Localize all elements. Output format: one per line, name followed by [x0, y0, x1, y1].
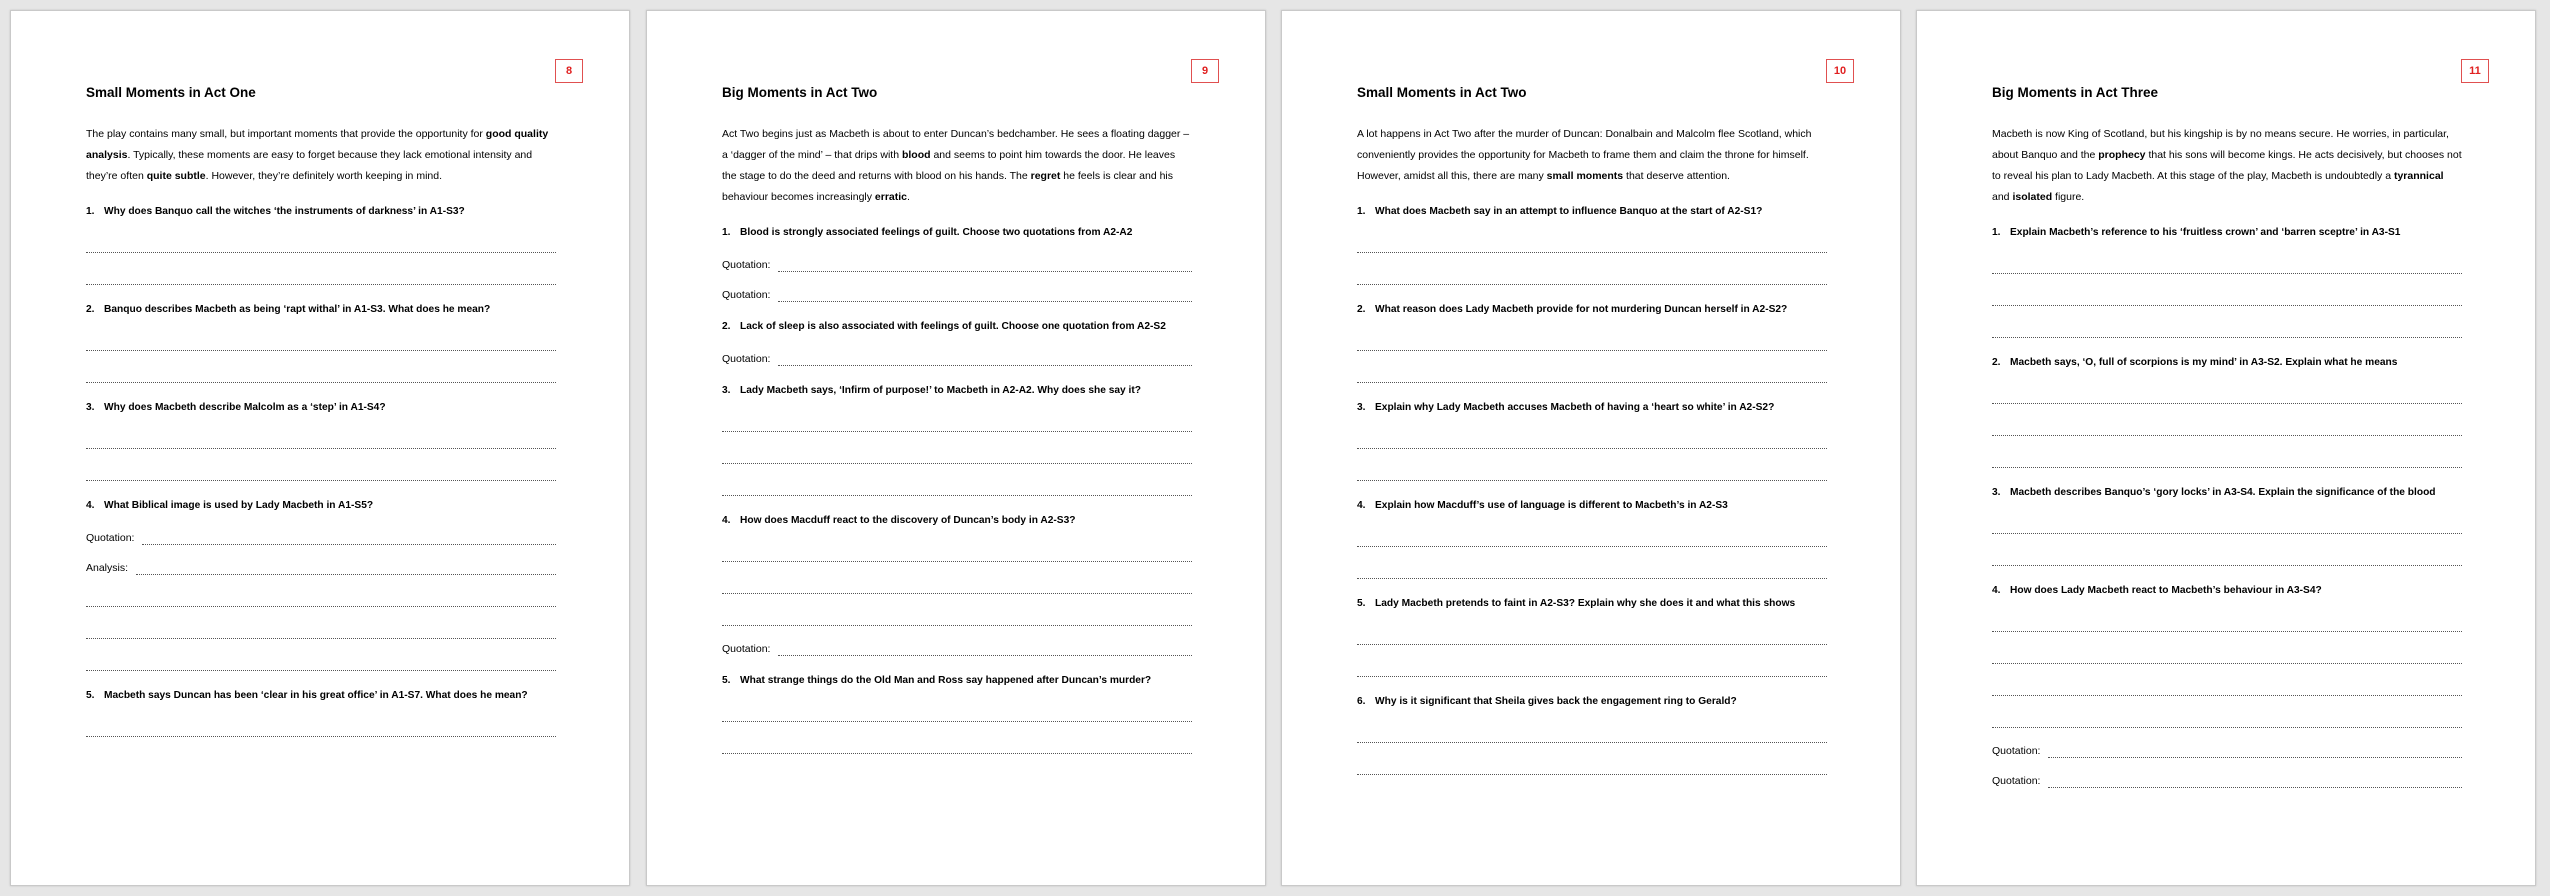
intro-emphasis: quite subtle: [146, 170, 206, 182]
intro-emphasis: good quality analysis: [86, 128, 549, 161]
intro-emphasis: prophecy: [2098, 149, 2146, 161]
question-text: Macbeth describes Banquo’s ‘gory locks’ in A3-S4. Explain the significance of the blood: [2010, 486, 2436, 498]
intro-emphasis: blood: [901, 149, 931, 161]
answer-line[interactable]: [86, 319, 556, 351]
intro-text: Macbeth is now King of Scotland, but his kingship is by no means secure. He worries, in particular, about Banquo and the: [1992, 128, 2449, 161]
answer-line[interactable]: [86, 705, 556, 737]
answer-line[interactable]: [778, 641, 1192, 656]
question: [722, 510, 1192, 530]
labeled-answer: [86, 545, 556, 575]
worksheet-page: [10, 10, 630, 886]
page-title: Small Moments in Act Two: [1357, 85, 1527, 100]
answer-line[interactable]: [1357, 417, 1827, 449]
page-number: 8: [555, 59, 583, 83]
question-text: Blood is strongly associated feelings of guilt. Choose two quotations from A2-A2: [740, 226, 1133, 238]
answer-line[interactable]: [136, 560, 556, 575]
answer-line[interactable]: [1357, 253, 1827, 285]
answer-line[interactable]: [142, 530, 556, 545]
question-text: What does Macbeth say in an attempt to influence Banquo at the start of A2-S1?: [1375, 205, 1763, 217]
question-number: 4.: [722, 514, 731, 526]
intro-emphasis: erratic: [874, 191, 908, 203]
intro-emphasis: tyrannical: [2393, 170, 2444, 182]
intro-emphasis: regret: [1030, 170, 1061, 182]
answer-line[interactable]: [1357, 711, 1827, 743]
question-number: 2.: [722, 320, 731, 332]
question-number: 5.: [86, 689, 95, 701]
answer-line[interactable]: [722, 530, 1192, 562]
question-number: 2.: [1357, 303, 1366, 315]
answer-line[interactable]: [86, 351, 556, 383]
question: [1357, 201, 1827, 221]
question-number: 5.: [722, 674, 731, 686]
question: [1357, 593, 1827, 613]
page-title: Big Moments in Act Two: [722, 85, 878, 100]
answer-line[interactable]: [722, 432, 1192, 464]
answer-line[interactable]: [86, 253, 556, 285]
question-text: Why does Banquo call the witches ‘the instruments of darkness’ in A1-S3?: [104, 205, 465, 217]
question-text: Why does Macbeth describe Malcolm as a ‘step’ in A1-S4?: [104, 401, 386, 413]
intro-text: that deserve attention.: [1623, 170, 1730, 182]
answer-line[interactable]: [778, 287, 1192, 302]
question-text: Explain how Macduff’s use of language is different to Macbeth’s in A2-S3: [1375, 499, 1728, 511]
intro-text: he feels is clear and his behaviour becomes increasingly: [722, 170, 1174, 203]
answer-label: Quotation:: [1992, 775, 2041, 787]
answer-line[interactable]: [1992, 502, 2462, 534]
question-text: Explain why Lady Macbeth accuses Macbeth of having a ‘heart so white’ in A2-S2?: [1375, 401, 1775, 413]
question: [1357, 495, 1827, 515]
question: [86, 495, 556, 515]
intro-text: Act Two begins just as Macbeth is about to enter Duncan’s bedchamber. He sees a floating dagger – a ‘dagger of the mind’ – that drips with: [722, 128, 1190, 161]
question-text: What strange things do the Old Man and Ross say happened after Duncan’s murder?: [740, 674, 1152, 686]
answer-line[interactable]: [1357, 221, 1827, 253]
answer-label: Analysis:: [86, 562, 129, 574]
question-number: 6.: [1357, 695, 1366, 707]
page-number: 10: [1826, 59, 1854, 83]
page-title: Small Moments in Act One: [86, 85, 256, 100]
labeled-answer: [722, 336, 1192, 366]
answer-line[interactable]: [86, 575, 556, 607]
labeled-answer: [86, 515, 556, 545]
question-number: 2.: [1992, 356, 2001, 368]
page-content: [1992, 85, 2462, 788]
question-number: 1.: [722, 226, 731, 238]
labeled-answer: [722, 242, 1192, 272]
question-text: How does Lady Macbeth react to Macbeth’s behaviour in A3-S4?: [2010, 584, 2322, 596]
question-number: 2.: [86, 303, 95, 315]
question: [1992, 222, 2462, 242]
answer-line[interactable]: [1357, 645, 1827, 677]
answer-line[interactable]: [86, 607, 556, 639]
worksheet-page: [1281, 10, 1901, 886]
answer-line[interactable]: [722, 464, 1192, 496]
question-text: Banquo describes Macbeth as being ‘rapt withal’ in A1-S3. What does he mean?: [104, 303, 491, 315]
answer-line[interactable]: [722, 400, 1192, 432]
answer-label: Quotation:: [722, 259, 771, 271]
question-number: 3.: [86, 401, 95, 413]
intro-paragraph: [1992, 124, 2462, 208]
question: [1357, 299, 1827, 319]
page-content: [86, 85, 556, 737]
question-text: Why is it significant that Sheila gives back the engagement ring to Gerald?: [1375, 695, 1737, 707]
intro-paragraph: [722, 124, 1192, 208]
answer-line[interactable]: [1357, 449, 1827, 481]
intro-text: that his sons will become kings. He acts decisively, but chooses not to reveal his plan to Lady Macbeth. At this stage of the play, Macbeth is undoubtedly a: [1992, 149, 2462, 182]
answer-line[interactable]: [1992, 632, 2462, 664]
answer-line[interactable]: [1992, 664, 2462, 696]
intro-text: . However, they’re definitely worth keeping in mind.: [205, 170, 442, 182]
page-number: 11: [2461, 59, 2489, 83]
answer-line[interactable]: [1357, 547, 1827, 579]
answer-line[interactable]: [1992, 600, 2462, 632]
question: [722, 670, 1192, 690]
answer-label: Quotation:: [722, 289, 771, 301]
labeled-answer: [1992, 758, 2462, 788]
labeled-answer: [722, 626, 1192, 656]
answer-line[interactable]: [1992, 274, 2462, 306]
answer-line[interactable]: [1992, 372, 2462, 404]
answer-line[interactable]: [86, 639, 556, 671]
worksheet-page: [646, 10, 1266, 886]
question-text: How does Macduff react to the discovery of Duncan’s body in A2-S3?: [740, 514, 1076, 526]
page-content: [1357, 85, 1827, 775]
intro-text: .: [907, 191, 910, 203]
intro-text: . Typically, these moments are easy to forget because they lack emotional intensity and they’re often: [86, 149, 533, 182]
intro-text: The play contains many small, but important moments that provide the opportunity for: [86, 128, 486, 140]
question: [86, 397, 556, 417]
question-text: What Biblical image is used by Lady Macbeth in A1-S5?: [104, 499, 374, 511]
answer-label: Quotation:: [722, 643, 771, 655]
question-number: 3.: [1357, 401, 1366, 413]
question-number: 4.: [1357, 499, 1366, 511]
answer-line[interactable]: [1357, 743, 1827, 775]
answer-line[interactable]: [86, 221, 556, 253]
answer-line[interactable]: [778, 351, 1192, 366]
page-content: [722, 85, 1192, 754]
answer-line[interactable]: [1992, 696, 2462, 728]
answer-line[interactable]: [1357, 319, 1827, 351]
answer-line[interactable]: [1357, 515, 1827, 547]
answer-label: Quotation:: [86, 532, 135, 544]
intro-emphasis: isolated: [2012, 191, 2053, 203]
answer-line[interactable]: [722, 722, 1192, 754]
answer-line[interactable]: [2048, 773, 2462, 788]
question-text: Lady Macbeth says, ‘Infirm of purpose!’ to Macbeth in A2-A2. Why does she say it?: [740, 384, 1141, 396]
question: [86, 299, 556, 319]
question-number: 3.: [1992, 486, 2001, 498]
question-number: 1.: [86, 205, 95, 217]
question: [1992, 352, 2462, 372]
intro-text: and seems to point him towards the door. He leaves the stage to do the deed and returns with blood on his hands. The: [722, 149, 1176, 182]
intro-text: and: [1992, 191, 2013, 203]
question-text: Macbeth says, ‘O, full of scorpions is my mind’ in A3-S2. Explain what he means: [2010, 356, 2398, 368]
question-text: Macbeth says Duncan has been ‘clear in his great office’ in A1-S7. What does he mean?: [104, 689, 528, 701]
intro-text: A lot happens in Act Two after the murder of Duncan: Donalbain and Malcolm flee Scotland, which conveniently provides the opportunity for Macbeth to frame them and claim the throne for himself. However, amidst all this, there are many: [1357, 128, 1812, 182]
question-number: 1.: [1992, 226, 2001, 238]
answer-label: Quotation:: [722, 353, 771, 365]
page-number: 9: [1191, 59, 1219, 83]
question: [1992, 482, 2462, 502]
question-text: Lack of sleep is also associated with feelings of guilt. Choose one quotation from A2-S2: [740, 320, 1166, 332]
question: [1357, 397, 1827, 417]
question-text: Explain Macbeth’s reference to his ‘fruitless crown’ and ‘barren sceptre’ in A3-S1: [2010, 226, 2401, 238]
answer-line[interactable]: [1357, 351, 1827, 383]
question: [722, 222, 1192, 242]
answer-line[interactable]: [778, 257, 1192, 272]
answer-line[interactable]: [1992, 404, 2462, 436]
answer-line[interactable]: [2048, 743, 2462, 758]
answer-line[interactable]: [1992, 534, 2462, 566]
question-text: Lady Macbeth pretends to faint in A2-S3? Explain why she does it and what this shows: [1375, 597, 1796, 609]
question: [1992, 580, 2462, 600]
question: [86, 201, 556, 221]
intro-paragraph: [86, 124, 556, 187]
question-number: 3.: [722, 384, 731, 396]
answer-line[interactable]: [86, 417, 556, 449]
answer-line[interactable]: [86, 449, 556, 481]
question-number: 1.: [1357, 205, 1366, 217]
answer-line[interactable]: [722, 594, 1192, 626]
intro-emphasis: small moments: [1546, 170, 1624, 182]
worksheet-page: [1916, 10, 2536, 886]
labeled-answer: [1992, 728, 2462, 758]
question: [722, 316, 1192, 336]
answer-line[interactable]: [1992, 242, 2462, 274]
answer-line[interactable]: [722, 562, 1192, 594]
question: [722, 380, 1192, 400]
intro-paragraph: [1357, 124, 1827, 187]
question-text: What reason does Lady Macbeth provide for not murdering Duncan herself in A2-S2?: [1375, 303, 1788, 315]
answer-line[interactable]: [1357, 613, 1827, 645]
intro-text: figure.: [2052, 191, 2085, 203]
answer-label: Quotation:: [1992, 745, 2041, 757]
page-title: Big Moments in Act Three: [1992, 85, 2159, 100]
answer-line[interactable]: [722, 690, 1192, 722]
question: [1357, 691, 1827, 711]
question: [86, 685, 556, 705]
labeled-answer: [722, 272, 1192, 302]
question-number: 5.: [1357, 597, 1366, 609]
question-number: 4.: [86, 499, 95, 511]
question-number: 4.: [1992, 584, 2001, 596]
answer-line[interactable]: [1992, 306, 2462, 338]
answer-line[interactable]: [1992, 436, 2462, 468]
